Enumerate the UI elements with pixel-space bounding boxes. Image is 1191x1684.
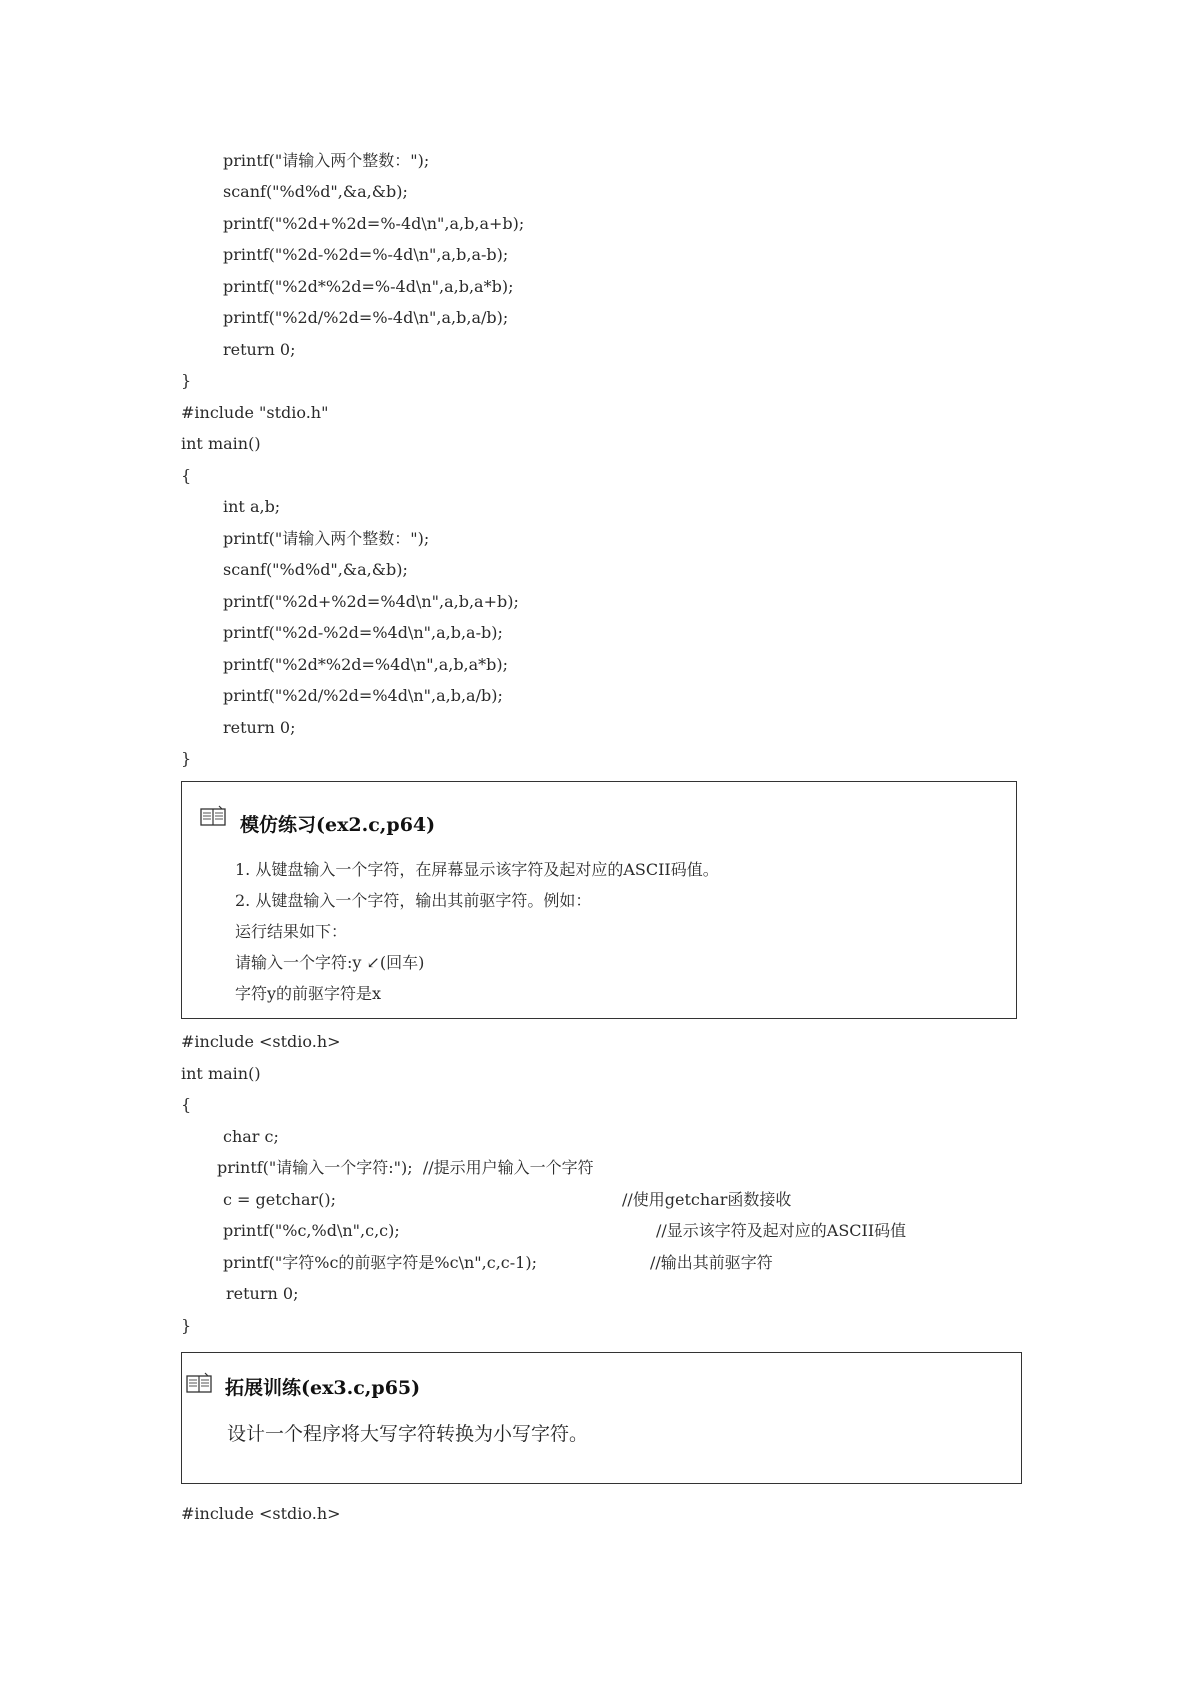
code-line: printf("请输入两个整数："); — [223, 151, 430, 170]
code-comment: //显示该字符及起对应的ASCII码值 — [656, 1221, 907, 1240]
code-line: int main() — [181, 1064, 261, 1083]
task-text: 设计一个程序将大写字符转换为小写字符。 — [227, 1423, 589, 1445]
code-line: return 0; — [223, 340, 296, 359]
box-title: 模仿练习(ex2.c,p64) — [240, 814, 436, 836]
code-line: return 0; — [226, 1284, 299, 1303]
code-line: printf("%2d/%2d=%4d\n",a,b,a/b); — [223, 686, 503, 705]
box-title: 拓展训练(ex3.c,p65) — [225, 1377, 421, 1399]
code-line: printf("%2d*%2d=%4d\n",a,b,a*b); — [223, 655, 509, 674]
code-line: printf("%2d-%2d=%-4d\n",a,b,a-b); — [223, 245, 509, 264]
code-line: } — [181, 749, 192, 768]
code-comment: //输出其前驱字符 — [650, 1253, 773, 1272]
box-line: 1. 从键盘输入一个字符，在屏幕显示该字符及起对应的ASCII码值。 — [235, 860, 719, 879]
code-line: return 0; — [223, 718, 296, 737]
code-line: { — [181, 1095, 192, 1114]
box-line: 2. 从键盘输入一个字符，输出其前驱字符。例如： — [235, 891, 592, 910]
code-line: printf("请输入一个字符:"); //提示用户输入一个字符 — [217, 1158, 594, 1177]
code-line: printf("请输入两个整数："); — [223, 529, 430, 548]
book-icon — [186, 1372, 212, 1394]
exercise-box-extension — [181, 1352, 1022, 1484]
code-line: printf("%2d/%2d=%-4d\n",a,b,a/b); — [223, 308, 509, 327]
code-line: #include <stdio.h> — [181, 1504, 341, 1523]
book-icon — [200, 805, 226, 827]
box-line: 字符y的前驱字符是x — [235, 984, 382, 1003]
code-line: char c; — [223, 1127, 279, 1146]
code-line: int main() — [181, 434, 261, 453]
code-line: printf("%2d*%2d=%-4d\n",a,b,a*b); — [223, 277, 514, 296]
box-line: 请输入一个字符:y ↙(回车) — [235, 953, 425, 972]
code-comment: //使用getchar函数接收 — [622, 1190, 792, 1209]
code-line: } — [181, 1316, 192, 1335]
code-line: } — [181, 371, 192, 390]
code-line: c = getchar(); — [223, 1190, 337, 1209]
code-line: scanf("%d%d",&a,&b); — [223, 560, 408, 579]
code-line: int a,b; — [223, 497, 281, 516]
code-line: printf("%2d+%2d=%-4d\n",a,b,a+b); — [223, 214, 525, 233]
code-line: printf("%2d+%2d=%4d\n",a,b,a+b); — [223, 592, 519, 611]
code-line: scanf("%d%d",&a,&b); — [223, 182, 408, 201]
code-line: printf("%c,%d\n",c,c); — [223, 1221, 400, 1240]
code-line: #include "stdio.h" — [181, 403, 329, 422]
code-line: { — [181, 466, 192, 485]
code-line: #include <stdio.h> — [181, 1032, 341, 1051]
code-line: printf("%2d-%2d=%4d\n",a,b,a-b); — [223, 623, 503, 642]
code-line: printf("字符%c的前驱字符是%c\n",c,c-1); — [223, 1253, 537, 1272]
box-line: 运行结果如下： — [235, 922, 348, 941]
